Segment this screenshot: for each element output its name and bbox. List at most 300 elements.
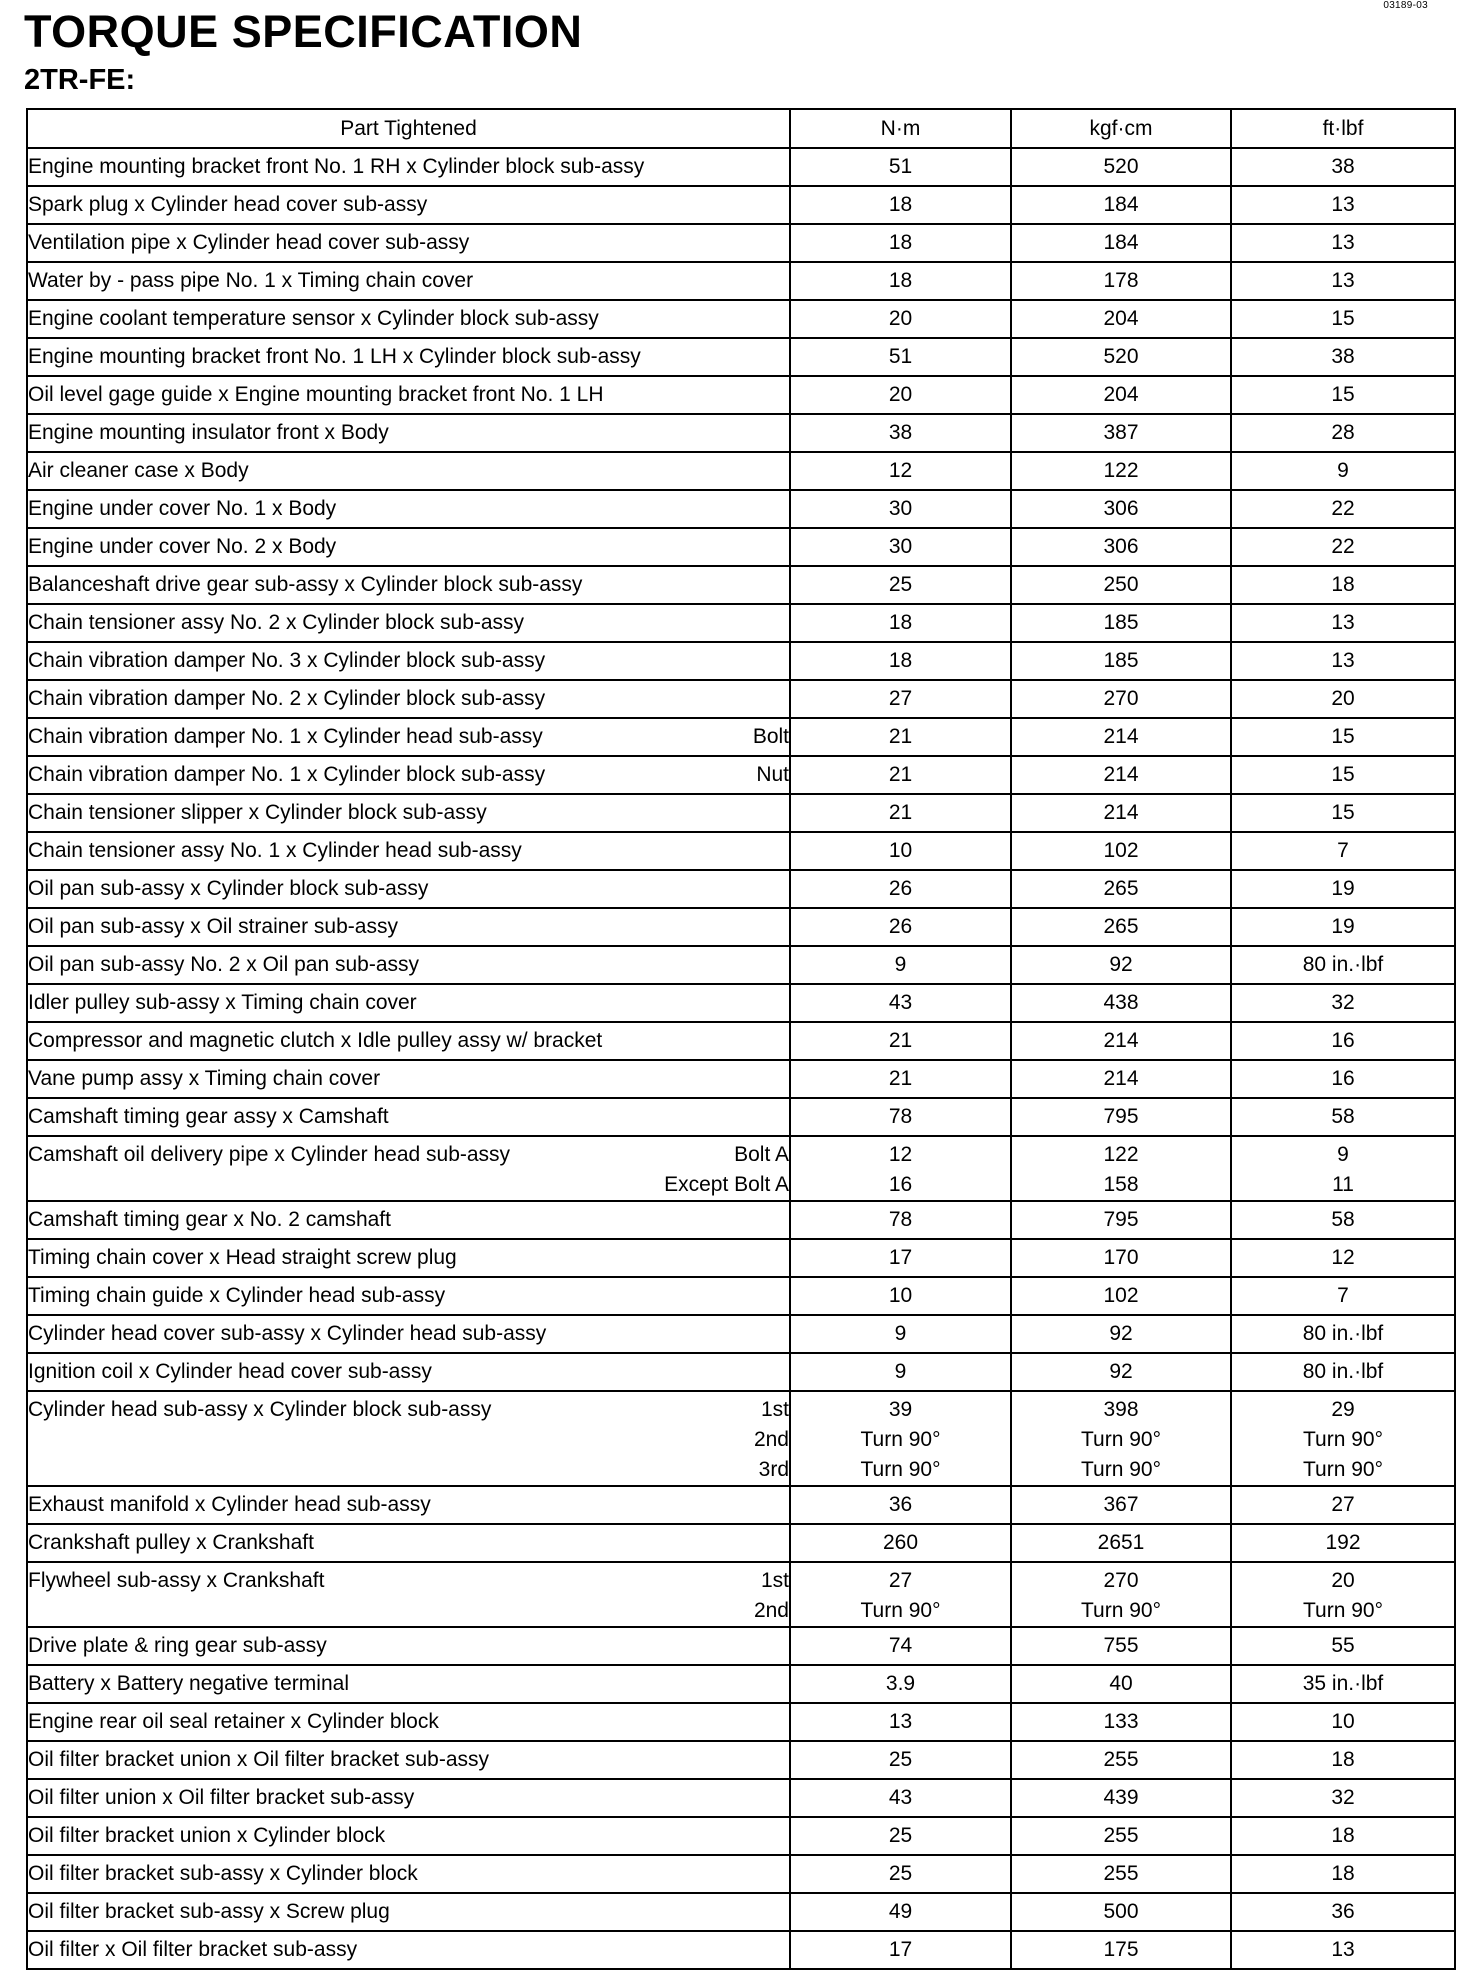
ft-lbf-value: 27: [1231, 1486, 1455, 1524]
part-cell: [27, 1524, 790, 1562]
ft-lbf-value: 55: [1231, 1627, 1455, 1665]
kgf-cm-value-line: 398: [1103, 1398, 1139, 1421]
part-name: Timing chain guide x Cylinder head sub-assy: [28, 1284, 446, 1307]
ft-lbf-value: 20: [1231, 680, 1455, 718]
table-row: [27, 832, 1455, 870]
ft-lbf-value: 18: [1231, 1817, 1455, 1855]
part-cell: [27, 1741, 790, 1779]
part-cell: [27, 946, 790, 984]
nm-value: 78: [790, 1201, 1011, 1239]
table-row: [27, 908, 1455, 946]
document-id: 03189-03: [1383, 0, 1428, 11]
part-name: Chain vibration damper No. 1 x Cylinder head sub-assy: [28, 725, 543, 748]
table-row: [27, 794, 1455, 832]
part-cell: [27, 452, 790, 490]
kgf-cm-value-line: 270: [1103, 1569, 1139, 1592]
table-row: [27, 528, 1455, 566]
part-cell: [27, 224, 790, 262]
table-row: [27, 300, 1455, 338]
kgf-cm-value: 178: [1011, 262, 1231, 300]
kgf-cm-value: 184: [1011, 224, 1231, 262]
part-cell: [27, 1817, 790, 1855]
nm-value: 36: [790, 1486, 1011, 1524]
header-kgf-cm: kgf·cm: [1011, 109, 1231, 148]
part-name: Cylinder head sub-assy x Cylinder block sub-assy: [28, 1398, 492, 1421]
part-name: Oil filter bracket union x Cylinder block: [28, 1824, 386, 1847]
table-row: [27, 1277, 1455, 1315]
kgf-cm-value: 204: [1011, 376, 1231, 414]
ft-lbf-value: 38: [1231, 148, 1455, 186]
kgf-cm-value: 520: [1011, 148, 1231, 186]
nm-value-line: 16: [888, 1173, 913, 1196]
nm-value: 9: [790, 1353, 1011, 1391]
part-condition: 1st: [760, 1569, 789, 1592]
part-name: Spark plug x Cylinder head cover sub-assy: [28, 193, 428, 216]
part-cell: [27, 1931, 790, 1969]
part-name: Ventilation pipe x Cylinder head cover sub-assy: [28, 231, 470, 254]
table-row: [27, 1201, 1455, 1239]
part-cell: [27, 262, 790, 300]
nm-value: 21: [790, 718, 1011, 756]
ft-lbf-value: 13: [1231, 1931, 1455, 1969]
engine-model-subtitle: 2TR-FE:: [24, 64, 136, 96]
nm-value: 74: [790, 1627, 1011, 1665]
table-row: [27, 1353, 1455, 1391]
nm-value: 43: [790, 1779, 1011, 1817]
kgf-cm-value: 795: [1011, 1098, 1231, 1136]
kgf-cm-value: 122: [1011, 452, 1231, 490]
part-cell: [27, 1315, 790, 1353]
nm-value: [790, 1391, 1011, 1486]
part-cell: [27, 604, 790, 642]
kgf-cm-value: 795: [1011, 1201, 1231, 1239]
nm-value: 25: [790, 566, 1011, 604]
kgf-cm-value: [1011, 1391, 1231, 1486]
nm-value: 17: [790, 1239, 1011, 1277]
ft-lbf-value: 35 in.·lbf: [1231, 1665, 1455, 1703]
part-name: Camshaft timing gear assy x Camshaft: [28, 1105, 389, 1128]
kgf-cm-value: 500: [1011, 1893, 1231, 1931]
table-row: [27, 490, 1455, 528]
nm-value: 3.9: [790, 1665, 1011, 1703]
part-cell: [27, 338, 790, 376]
kgf-cm-value: 265: [1011, 908, 1231, 946]
nm-value: 20: [790, 300, 1011, 338]
part-condition: Except Bolt A: [664, 1173, 789, 1196]
table-row: [27, 262, 1455, 300]
table-row: [27, 1817, 1455, 1855]
ft-lbf-value: 13: [1231, 642, 1455, 680]
nm-value: 17: [790, 1931, 1011, 1969]
nm-value: 43: [790, 984, 1011, 1022]
ft-lbf-value: 19: [1231, 870, 1455, 908]
ft-lbf-value: [1231, 1562, 1455, 1627]
part-cell: [27, 680, 790, 718]
kgf-cm-value: 170: [1011, 1239, 1231, 1277]
ft-lbf-value: 18: [1231, 1855, 1455, 1893]
nm-value: 18: [790, 642, 1011, 680]
part-cell: [27, 1353, 790, 1391]
kgf-cm-value: 214: [1011, 756, 1231, 794]
table-row: [27, 718, 1455, 756]
ft-lbf-value: 16: [1231, 1022, 1455, 1060]
kgf-cm-value: 755: [1011, 1627, 1231, 1665]
part-cell: [27, 566, 790, 604]
part-cell: [27, 1136, 790, 1201]
part-cell: [27, 718, 790, 756]
part-name: Timing chain cover x Head straight screw plug: [28, 1246, 457, 1269]
kgf-cm-value: [1011, 1136, 1231, 1201]
kgf-cm-value-line: 158: [1103, 1173, 1139, 1196]
ft-lbf-value: [1231, 1391, 1455, 1486]
table-row: [27, 1703, 1455, 1741]
part-name: Exhaust manifold x Cylinder head sub-assy: [28, 1493, 431, 1516]
nm-value: [790, 1136, 1011, 1201]
part-name: Drive plate & ring gear sub-assy: [28, 1634, 327, 1657]
ft-lbf-value: 13: [1231, 262, 1455, 300]
part-name: Camshaft oil delivery pipe x Cylinder head sub-assy: [28, 1143, 511, 1166]
table-row: [27, 1239, 1455, 1277]
ft-lbf-value-line: 9: [1337, 1143, 1349, 1166]
ft-lbf-value: [1231, 1136, 1455, 1201]
kgf-cm-value: 214: [1011, 1022, 1231, 1060]
ft-lbf-value-line: Turn 90°: [1303, 1458, 1383, 1481]
part-name: Oil level gage guide x Engine mounting bracket front No. 1 LH: [28, 383, 604, 406]
nm-value: 38: [790, 414, 1011, 452]
nm-value-line: 39: [888, 1398, 913, 1421]
part-cell: [27, 490, 790, 528]
torque-spec-table: [26, 108, 1456, 1970]
ft-lbf-value: 32: [1231, 1779, 1455, 1817]
table-row: [27, 1665, 1455, 1703]
part-name: Oil pan sub-assy x Cylinder block sub-assy: [28, 877, 429, 900]
table-row: [27, 984, 1455, 1022]
table-row: [27, 1741, 1455, 1779]
part-name: Engine under cover No. 1 x Body: [28, 497, 337, 520]
ft-lbf-value: 9: [1231, 452, 1455, 490]
table-row: [27, 1562, 1455, 1627]
part-name: Oil filter bracket sub-assy x Cylinder block: [28, 1862, 418, 1885]
nm-value: 18: [790, 224, 1011, 262]
part-name: Chain vibration damper No. 3 x Cylinder block sub-assy: [28, 649, 546, 672]
kgf-cm-value: 306: [1011, 528, 1231, 566]
nm-value: 18: [790, 186, 1011, 224]
nm-value: [790, 1562, 1011, 1627]
part-cell: [27, 1201, 790, 1239]
part-cell: [27, 984, 790, 1022]
table-row: [27, 642, 1455, 680]
part-cell: [27, 148, 790, 186]
part-name: Balanceshaft drive gear sub-assy x Cylinder block sub-assy: [28, 573, 583, 596]
table-row: [27, 1391, 1455, 1486]
kgf-cm-value: 92: [1011, 946, 1231, 984]
part-cell: [27, 1486, 790, 1524]
ft-lbf-value: 18: [1231, 1741, 1455, 1779]
table-row: [27, 338, 1455, 376]
kgf-cm-value: 270: [1011, 680, 1231, 718]
ft-lbf-value: 7: [1231, 832, 1455, 870]
ft-lbf-value-line: 20: [1331, 1569, 1355, 1592]
part-name: Engine mounting insulator front x Body: [28, 421, 389, 444]
part-cell: [27, 1703, 790, 1741]
kgf-cm-value-line: 122: [1103, 1143, 1139, 1166]
ft-lbf-value: 15: [1231, 756, 1455, 794]
nm-value: 25: [790, 1817, 1011, 1855]
nm-value: 20: [790, 376, 1011, 414]
nm-value: 9: [790, 946, 1011, 984]
part-cell: [27, 1779, 790, 1817]
nm-value-line: 12: [888, 1143, 913, 1166]
kgf-cm-value-line: Turn 90°: [1081, 1458, 1161, 1481]
part-name: Oil filter x Oil filter bracket sub-assy: [28, 1938, 358, 1961]
page-title: TORQUE SPECIFICATION: [24, 6, 583, 57]
part-cell: [27, 1665, 790, 1703]
ft-lbf-value: 36: [1231, 1893, 1455, 1931]
nm-value: 21: [790, 1022, 1011, 1060]
table-row: [27, 1098, 1455, 1136]
table-row: [27, 566, 1455, 604]
table-row: [27, 1931, 1455, 1969]
part-name: Chain vibration damper No. 2 x Cylinder block sub-assy: [28, 687, 546, 710]
kgf-cm-value: [1011, 1562, 1231, 1627]
part-cell: [27, 414, 790, 452]
ft-lbf-value: 16: [1231, 1060, 1455, 1098]
ft-lbf-value: 15: [1231, 376, 1455, 414]
ft-lbf-value: 22: [1231, 490, 1455, 528]
kgf-cm-value: 255: [1011, 1817, 1231, 1855]
kgf-cm-value: 92: [1011, 1353, 1231, 1391]
part-name: Compressor and magnetic clutch x Idle pulley assy w/ bracket: [28, 1029, 603, 1052]
part-condition: Nut: [756, 763, 789, 786]
kgf-cm-value: 2651: [1011, 1524, 1231, 1562]
nm-value: 18: [790, 262, 1011, 300]
part-name: Chain tensioner slipper x Cylinder block sub-assy: [28, 801, 487, 824]
part-name: Chain vibration damper No. 1 x Cylinder block sub-assy: [28, 763, 546, 786]
table-row: [27, 1855, 1455, 1893]
kgf-cm-value: 102: [1011, 832, 1231, 870]
kgf-cm-value: 520: [1011, 338, 1231, 376]
part-cell: [27, 1627, 790, 1665]
ft-lbf-value: 192: [1231, 1524, 1455, 1562]
table-row: [27, 1136, 1455, 1201]
part-name: Water by - pass pipe No. 1 x Timing chain cover: [28, 269, 474, 292]
part-condition: 1st: [760, 1398, 789, 1421]
table-row: [27, 1022, 1455, 1060]
part-cell: [27, 1060, 790, 1098]
header-ft-lbf: ft·lbf: [1231, 109, 1455, 148]
part-condition: 2nd: [753, 1428, 789, 1451]
nm-value: 10: [790, 832, 1011, 870]
ft-lbf-value: 58: [1231, 1098, 1455, 1136]
part-cell: [27, 794, 790, 832]
kgf-cm-value-line: Turn 90°: [1081, 1599, 1161, 1622]
nm-value: 78: [790, 1098, 1011, 1136]
part-name: Oil pan sub-assy No. 2 x Oil pan sub-assy: [28, 953, 420, 976]
nm-value: 12: [790, 452, 1011, 490]
table-row: [27, 946, 1455, 984]
table-row: [27, 186, 1455, 224]
ft-lbf-value: 18: [1231, 566, 1455, 604]
table-row: [27, 414, 1455, 452]
kgf-cm-value: 214: [1011, 718, 1231, 756]
nm-value-line: Turn 90°: [860, 1428, 941, 1451]
nm-value: 260: [790, 1524, 1011, 1562]
part-cell: [27, 1022, 790, 1060]
part-name: Flywheel sub-assy x Crankshaft: [28, 1569, 325, 1592]
header-part-tightened: Part Tightened: [27, 109, 790, 148]
nm-value: 26: [790, 908, 1011, 946]
nm-value: 21: [790, 756, 1011, 794]
table-row: [27, 1486, 1455, 1524]
part-cell: [27, 1893, 790, 1931]
kgf-cm-value: 439: [1011, 1779, 1231, 1817]
nm-value: 10: [790, 1277, 1011, 1315]
nm-value: 26: [790, 870, 1011, 908]
part-cell: [27, 528, 790, 566]
part-cell: [27, 1098, 790, 1136]
ft-lbf-value: 15: [1231, 300, 1455, 338]
ft-lbf-value: 19: [1231, 908, 1455, 946]
part-name: Engine rear oil seal retainer x Cylinder block: [28, 1710, 439, 1733]
table-row: [27, 870, 1455, 908]
nm-value: 25: [790, 1741, 1011, 1779]
part-cell: [27, 870, 790, 908]
ft-lbf-value: 38: [1231, 338, 1455, 376]
kgf-cm-value: 438: [1011, 984, 1231, 1022]
part-name: Oil filter bracket union x Oil filter bracket sub-assy: [28, 1748, 489, 1771]
part-name: Chain tensioner assy No. 2 x Cylinder block sub-assy: [28, 611, 525, 634]
part-condition: 3rd: [758, 1458, 789, 1481]
ft-lbf-value: 80 in.·lbf: [1231, 1315, 1455, 1353]
header-nm: N·m: [790, 109, 1011, 148]
nm-value-line: Turn 90°: [860, 1599, 941, 1622]
table-row: [27, 1779, 1455, 1817]
nm-value: 13: [790, 1703, 1011, 1741]
kgf-cm-value: 214: [1011, 794, 1231, 832]
part-cell: [27, 300, 790, 338]
ft-lbf-value-line: Turn 90°: [1303, 1599, 1383, 1622]
part-cell: [27, 756, 790, 794]
ft-lbf-value: 12: [1231, 1239, 1455, 1277]
table-row: [27, 756, 1455, 794]
nm-value: 27: [790, 680, 1011, 718]
part-cell: [27, 908, 790, 946]
ft-lbf-value: 13: [1231, 186, 1455, 224]
part-name: Oil filter union x Oil filter bracket sub-assy: [28, 1786, 415, 1809]
nm-value: 49: [790, 1893, 1011, 1931]
kgf-cm-value: 255: [1011, 1855, 1231, 1893]
kgf-cm-value: 204: [1011, 300, 1231, 338]
part-cell: [27, 832, 790, 870]
part-name: Battery x Battery negative terminal: [28, 1672, 349, 1695]
nm-value-line: Turn 90°: [860, 1458, 941, 1481]
nm-value: 51: [790, 148, 1011, 186]
part-name: Vane pump assy x Timing chain cover: [28, 1067, 381, 1090]
kgf-cm-value: 214: [1011, 1060, 1231, 1098]
ft-lbf-value-line: Turn 90°: [1303, 1428, 1383, 1451]
table-row: [27, 1627, 1455, 1665]
part-cell: [27, 1562, 790, 1627]
table-row: [27, 680, 1455, 718]
ft-lbf-value: 15: [1231, 794, 1455, 832]
nm-value: 9: [790, 1315, 1011, 1353]
ft-lbf-value: 80 in.·lbf: [1231, 1353, 1455, 1391]
kgf-cm-value: 185: [1011, 642, 1231, 680]
kgf-cm-value: 185: [1011, 604, 1231, 642]
kgf-cm-value: 184: [1011, 186, 1231, 224]
part-name: Camshaft timing gear x No. 2 camshaft: [28, 1208, 391, 1231]
ft-lbf-value-line: 29: [1331, 1398, 1355, 1421]
part-cell: [27, 1855, 790, 1893]
part-cell: [27, 1239, 790, 1277]
part-cell: [27, 1277, 790, 1315]
part-cell: [27, 186, 790, 224]
part-name: Chain tensioner assy No. 1 x Cylinder head sub-assy: [28, 839, 522, 862]
nm-value: 30: [790, 490, 1011, 528]
nm-value: 30: [790, 528, 1011, 566]
part-name: Crankshaft pulley x Crankshaft: [28, 1531, 314, 1554]
kgf-cm-value: 133: [1011, 1703, 1231, 1741]
part-name: Engine mounting bracket front No. 1 LH x Cylinder block sub-assy: [28, 345, 641, 368]
table-row: [27, 1893, 1455, 1931]
part-name: Engine under cover No. 2 x Body: [28, 535, 337, 558]
part-cell: [27, 1391, 790, 1486]
kgf-cm-value: 175: [1011, 1931, 1231, 1969]
table-row: [27, 604, 1455, 642]
part-name: Air cleaner case x Body: [28, 459, 249, 482]
kgf-cm-value: 367: [1011, 1486, 1231, 1524]
table-body: [27, 148, 1455, 1969]
table-row: [27, 1524, 1455, 1562]
ft-lbf-value: 22: [1231, 528, 1455, 566]
ft-lbf-value: 28: [1231, 414, 1455, 452]
table-header-row: [27, 109, 1455, 148]
ft-lbf-value: 32: [1231, 984, 1455, 1022]
ft-lbf-value: 58: [1231, 1201, 1455, 1239]
kgf-cm-value: 102: [1011, 1277, 1231, 1315]
ft-lbf-value: 80 in.·lbf: [1231, 946, 1455, 984]
ft-lbf-value-line: 11: [1332, 1173, 1354, 1196]
nm-value: 51: [790, 338, 1011, 376]
kgf-cm-value: 92: [1011, 1315, 1231, 1353]
part-name: Idler pulley sub-assy x Timing chain cover: [28, 991, 417, 1014]
part-cell: [27, 376, 790, 414]
table-row: [27, 224, 1455, 262]
part-condition: 2nd: [753, 1599, 789, 1622]
part-condition: Bolt: [752, 725, 789, 748]
part-condition: Bolt A: [734, 1143, 789, 1166]
kgf-cm-value: 40: [1011, 1665, 1231, 1703]
table-row: [27, 452, 1455, 490]
part-name: Oil filter bracket sub-assy x Screw plug: [28, 1900, 390, 1923]
table-row: [27, 1060, 1455, 1098]
ft-lbf-value: 13: [1231, 604, 1455, 642]
ft-lbf-value: 7: [1231, 1277, 1455, 1315]
part-name: Cylinder head cover sub-assy x Cylinder head sub-assy: [28, 1322, 547, 1345]
kgf-cm-value: 250: [1011, 566, 1231, 604]
table-row: [27, 148, 1455, 186]
table-row: [27, 1315, 1455, 1353]
kgf-cm-value: 265: [1011, 870, 1231, 908]
ft-lbf-value: 15: [1231, 718, 1455, 756]
part-name: Ignition coil x Cylinder head cover sub-assy: [28, 1360, 432, 1383]
ft-lbf-value: 13: [1231, 224, 1455, 262]
kgf-cm-value: 306: [1011, 490, 1231, 528]
kgf-cm-value: 255: [1011, 1741, 1231, 1779]
nm-value-line: 27: [888, 1569, 913, 1592]
nm-value: 18: [790, 604, 1011, 642]
table-row: [27, 376, 1455, 414]
